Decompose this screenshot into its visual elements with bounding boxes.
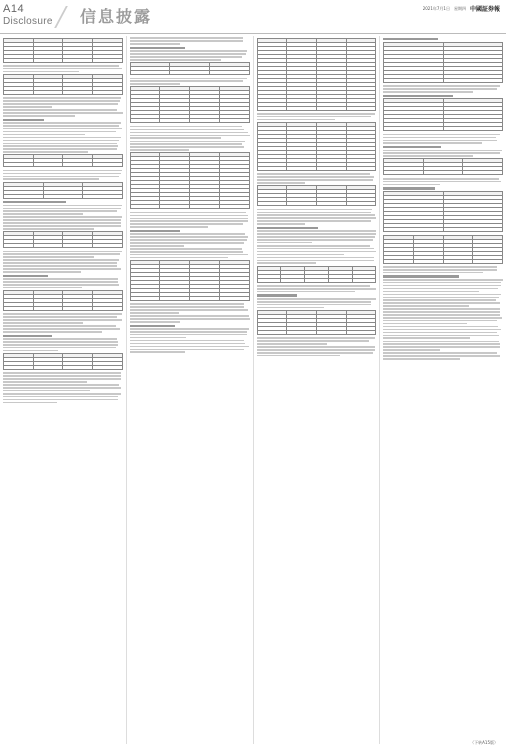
table-cell <box>33 163 63 167</box>
table-cell <box>209 71 249 75</box>
data-table <box>130 62 250 75</box>
table-cell <box>170 71 210 75</box>
table-cell <box>190 205 220 209</box>
table-cell <box>93 365 123 369</box>
section-heading <box>130 325 250 327</box>
table-row <box>4 365 123 369</box>
table-cell <box>443 78 502 82</box>
text-paragraph <box>257 298 377 308</box>
table-cell <box>190 119 220 123</box>
table-cell <box>63 163 93 167</box>
table-row <box>4 163 123 167</box>
table-cell <box>83 194 123 198</box>
data-table <box>3 38 123 63</box>
table-row <box>384 127 503 131</box>
table-cell <box>384 171 424 175</box>
section-heading <box>130 230 250 232</box>
table-row <box>4 306 123 310</box>
table-cell <box>257 202 287 206</box>
text-paragraph <box>3 251 123 258</box>
text-paragraph <box>3 338 123 351</box>
data-table <box>257 185 377 206</box>
data-table <box>257 266 377 283</box>
table-cell <box>93 163 123 167</box>
section-heading <box>383 38 503 40</box>
table-cell <box>346 166 376 170</box>
table-cell <box>352 278 376 282</box>
column-divider <box>379 36 380 744</box>
table-cell <box>4 194 44 198</box>
table-row <box>384 78 503 82</box>
table-cell <box>316 202 346 206</box>
table-cell <box>257 330 287 334</box>
data-table <box>257 310 377 335</box>
table-row <box>4 90 123 94</box>
column-3 <box>257 36 377 744</box>
table-cell <box>93 244 123 248</box>
table-cell <box>63 306 93 310</box>
page-code: A14 <box>3 3 25 15</box>
table-cell <box>281 278 305 282</box>
table-row <box>257 106 376 110</box>
column-divider <box>126 36 127 744</box>
text-paragraph <box>3 122 123 135</box>
table-cell <box>63 90 93 94</box>
text-paragraph <box>383 294 503 307</box>
table-cell <box>316 106 346 110</box>
table-cell <box>33 306 63 310</box>
table-row <box>384 259 503 263</box>
table-cell <box>130 119 160 123</box>
table-row <box>130 205 249 209</box>
table-cell <box>346 330 376 334</box>
table-cell <box>160 119 190 123</box>
table-cell <box>287 166 317 170</box>
text-paragraph <box>257 209 377 225</box>
text-paragraph <box>3 97 123 107</box>
text-paragraph <box>383 308 503 324</box>
section-heading <box>3 201 123 203</box>
table-cell <box>346 202 376 206</box>
text-paragraph <box>3 65 123 72</box>
table-cell <box>346 106 376 110</box>
table-cell <box>4 163 34 167</box>
table-cell <box>328 278 352 282</box>
table-row <box>384 228 503 232</box>
table-cell <box>93 90 123 94</box>
text-paragraph <box>257 113 377 120</box>
data-table <box>383 235 503 264</box>
table-cell <box>4 365 34 369</box>
text-paragraph <box>3 170 123 180</box>
table-row <box>257 330 376 334</box>
data-table <box>130 86 250 123</box>
text-paragraph <box>383 150 503 157</box>
table-cell <box>287 330 317 334</box>
table-cell <box>443 228 502 232</box>
section-heading <box>3 335 123 337</box>
text-paragraph <box>257 245 377 255</box>
text-paragraph <box>383 352 503 359</box>
table-cell <box>316 166 346 170</box>
section-heading <box>257 294 377 296</box>
table-row <box>257 202 376 206</box>
data-table <box>383 98 503 131</box>
table-cell <box>63 244 93 248</box>
data-table <box>3 154 123 167</box>
table-cell <box>305 278 329 282</box>
table-cell <box>4 306 34 310</box>
text-paragraph <box>130 126 250 139</box>
column-4 <box>383 36 503 744</box>
data-table <box>257 38 377 111</box>
text-paragraph <box>3 259 123 272</box>
table-row <box>4 244 123 248</box>
table-row <box>4 58 123 62</box>
table-cell <box>43 194 83 198</box>
table-cell <box>287 202 317 206</box>
text-paragraph <box>257 337 377 344</box>
table-cell <box>219 205 249 209</box>
data-table <box>3 290 123 311</box>
table-cell <box>287 106 317 110</box>
table-cell <box>384 228 443 232</box>
text-paragraph <box>3 216 123 229</box>
text-paragraph <box>3 325 123 332</box>
text-paragraph <box>383 279 503 292</box>
table-cell <box>160 205 190 209</box>
table-cell <box>413 259 443 263</box>
data-table <box>383 191 503 232</box>
text-paragraph <box>130 50 250 60</box>
text-paragraph <box>130 212 250 228</box>
table-cell <box>93 58 123 62</box>
table-cell <box>130 71 170 75</box>
table-cell <box>33 58 63 62</box>
section-heading <box>3 119 123 121</box>
data-table <box>3 231 123 248</box>
table-cell <box>33 90 63 94</box>
text-paragraph <box>383 85 503 92</box>
text-paragraph <box>383 326 503 339</box>
data-table <box>130 260 250 301</box>
section-heading <box>383 95 503 97</box>
column-divider <box>253 36 254 744</box>
section-heading <box>130 47 250 49</box>
data-table <box>3 182 123 199</box>
section-heading <box>383 187 503 189</box>
table-row <box>384 171 503 175</box>
table-row <box>130 71 249 75</box>
text-paragraph <box>383 266 503 273</box>
newspaper-brand: 中國証券報 <box>469 6 500 13</box>
section-heading <box>383 146 503 148</box>
section-title: 信息披露 <box>80 7 153 26</box>
table-cell <box>4 58 34 62</box>
table-cell <box>257 166 287 170</box>
table-row <box>4 194 123 198</box>
table-cell <box>130 205 160 209</box>
section-heading <box>3 275 123 277</box>
text-paragraph <box>3 137 123 153</box>
table-cell <box>384 259 414 263</box>
text-paragraph <box>383 134 503 144</box>
table-cell <box>160 296 190 300</box>
text-paragraph <box>3 205 123 215</box>
data-table <box>3 74 123 95</box>
text-paragraph <box>257 346 377 356</box>
text-paragraph <box>257 173 377 183</box>
table-cell <box>93 306 123 310</box>
table-cell <box>257 106 287 110</box>
data-table <box>130 152 250 209</box>
section-heading <box>257 227 377 229</box>
table-cell <box>63 365 93 369</box>
table-cell <box>257 278 281 282</box>
table-cell <box>463 171 503 175</box>
table-cell <box>219 119 249 123</box>
data-table <box>257 122 377 171</box>
text-paragraph <box>130 340 250 353</box>
table-cell <box>473 259 503 263</box>
table-cell <box>190 296 220 300</box>
text-paragraph <box>3 393 123 403</box>
table-row <box>130 296 249 300</box>
page-content <box>3 36 503 744</box>
table-cell <box>316 330 346 334</box>
issue-weekday: 星期四 <box>453 5 466 11</box>
column-2 <box>130 36 250 744</box>
text-paragraph <box>257 257 377 264</box>
table-cell <box>33 365 63 369</box>
section-english: Disclosure <box>3 16 53 27</box>
text-paragraph <box>3 313 123 323</box>
header-meta <box>423 4 500 13</box>
text-paragraph <box>130 78 250 85</box>
text-paragraph <box>3 372 123 382</box>
table-cell <box>130 296 160 300</box>
table-cell <box>423 171 463 175</box>
text-paragraph <box>130 248 250 258</box>
table-cell <box>443 127 502 131</box>
table-cell <box>443 259 473 263</box>
text-paragraph <box>130 141 250 151</box>
text-paragraph <box>383 341 503 351</box>
text-paragraph <box>130 303 250 313</box>
issue-date: 2021年7月1日 <box>422 5 450 11</box>
table-cell <box>384 78 443 82</box>
text-paragraph <box>3 384 123 391</box>
text-paragraph <box>130 233 250 246</box>
table-cell <box>33 244 63 248</box>
data-table <box>3 353 123 370</box>
table-cell <box>4 244 34 248</box>
page-header <box>0 0 506 34</box>
table-row <box>130 119 249 123</box>
text-paragraph <box>3 278 123 288</box>
data-table <box>383 42 503 83</box>
table-cell <box>4 90 34 94</box>
table-cell <box>63 58 93 62</box>
table-cell <box>219 296 249 300</box>
table-cell <box>384 127 443 131</box>
column-1 <box>3 36 123 744</box>
text-paragraph <box>130 37 250 44</box>
text-paragraph <box>3 109 123 116</box>
text-paragraph <box>257 230 377 243</box>
section-heading <box>383 275 503 277</box>
text-paragraph <box>130 328 250 338</box>
text-paragraph <box>257 285 377 292</box>
text-paragraph <box>130 315 250 322</box>
data-table <box>383 158 503 175</box>
continued-note: （下转A15版） <box>470 740 498 745</box>
table-row <box>257 166 376 170</box>
table-row <box>257 278 376 282</box>
text-paragraph <box>383 178 503 185</box>
